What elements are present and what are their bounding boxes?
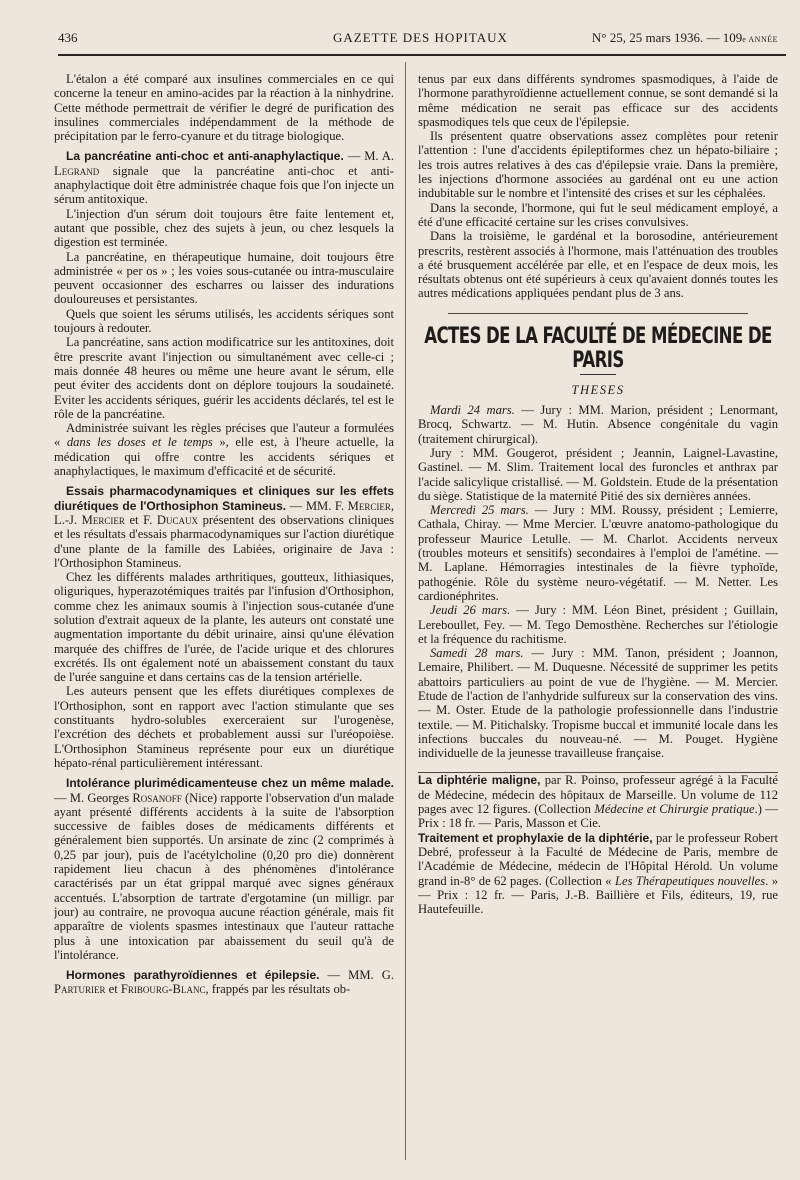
acts-heading: ACTES DE LA FACULTÉ DE MÉDECINE DE PARIS [424,322,772,373]
section-rule [448,313,748,314]
thesis-entry: Samedi 28 mars. — Jury : MM. Tanon, président ; Joannon, Lemaire, Philibert. — M. Duquesne. Nécessité de supprimer les petits abattoirs particuliers au point de vue de l'hygiène. — M. Mercier. Etude de l'action de l'anhydride sulfureux sur la conservation des vins. — M. Oster. Etude de la pathologie professionnelle dans l'industrie textile. — M. Pitichalsky. Tropisme buccal et immunité locale dans les infections buccales du nouveau-né. — M. Pouget. Hygiène individuelle de la jeunesse travailleuse française. [418,646,778,761]
section-title: Essais pharmacodynamiques et cliniques sur les effets diurétiques de l'Orthosiphon Stamineus. [54,484,394,513]
section-orthosiphon: Essais pharmacodynamiques et cliniques sur les effets diurétiques de l'Orthosiphon Stamineus. — MM. F. Mercier, L.-J. Mercier et F. Ducaux présentent des observations cliniques et les résultats d'essais pharmacodynamiques sur l'action diurétique d'une plante de la famille des Labiées, originaire de Java : l'Orthosiphon Stamineus. [54,484,394,570]
section-intolerance: Intolérance plurimédicamenteuse chez un même malade. — M. Georges Rosanoff (Nice) rapporte l'observation d'un malade ayant présenté différents accidents à la suite de l'absorption successive de faibles doses de médicaments différents et généralement bien supportés. Un arsinate de zinc (2 comprimés à 0,25 par jour), puis de l'acétylcholine (0,20 pro die) donnèrent rapidement lieu chacun à des phénomènes d'intolérance caractérisés par un état grippal marqué avec signes généraux accentués. L'absorption de tartrate d'ergotamine (un milligr. par jour) au contraire, ne provoqua aucune réaction générale, mais fit apparaître de violents spasmes intestinaux que l'auteur rattache plus à une intoxication par abaissement du seuil qu'à de l'intolérance. [54,776,394,962]
author-name: Ducaux [156,512,198,527]
page-number: 436 [58,30,78,45]
thesis-entry: Mardi 24 mars. — Jury : MM. Marion, président ; Lenormant, Brocq, Schwartz. — M. Hutin. Absence congénitale du vagin (traitement chirurgical). [418,403,778,446]
paragraph: Dans la troisième, le gardénal et la borosodine, antérieurement prescrits, restèrent associés à l'hormone, mais l'atténuation des troubles a été brusquement accélérée par elle, et en l'espace de deux mois, les résultats obtenus ont été supérieurs à ceux qu'avaient donnés toutes les autres médications appliquées pendant plus de 3 ans. [418,229,778,301]
left-column [54,72,394,1166]
right-column [418,72,778,1166]
paragraph: tenus par eux dans différents syndromes spasmodiques, à l'aide de l'hormone parathyroïdienne actuellement connue, se sont demandé si la même médication ne serait pas efficace sur des accidents spasmodiques tels que ceux de l'épilepsie. [418,72,778,129]
paragraph: Les auteurs pensent que les effets diurétiques complexes de l'Orthosiphon, sont en rapport avec l'action stimulante que ses constituants hydro-solubles exerceraient sur l'urogenèse, l'excrétion des déchets et probablement aussi sur l'uréopoièse. L'Orthosiphon Stamineus représente pour eux un diurétique hépato-rénal particulièrement intéressant. [54,684,394,770]
section-title: La pancréatine anti-choc et anti-anaphylactique. [66,149,344,164]
paragraph: La pancréatine, sans action modificatrice sur les antitoxines, doit être prescrite avant l'injection ou simultanément avec celle-ci ; mais donnée 48 heures ou même une heure avant le sérum, elle peut éviter des accidents dont on déplore toujours la soudaineté. Eviter les accidents sériques, guérir les accidents déclarés, tel est le rôle de la pancréatine. [54,335,394,421]
running-header [58,30,778,52]
book-review: La diphtérie maligne, par R. Poinso, professeur agrégé à la Faculté de Médecine, médecin des hôpitaux de Marseille. Un volume de 112 pages avec 12 figures. (Collection Médecine et Chirurgie pratique.) — Prix : 18 fr. — Paris, Masson et Cie. [418,773,778,831]
author-name: Mercier [81,512,125,527]
book-title: La diphtérie maligne, [418,773,541,788]
author-name: Legrand [54,163,100,178]
section-parathyroid: Hormones parathyroïdiennes et épilepsie. — MM. G. Parturier et Fribourg-Blanc, frappés par les résultats ob- [54,968,394,997]
paragraph: L'injection d'un sérum doit toujours être faite lentement et, autant que possible, chez des sujets à jeun, ou chez lesquels la digestion est terminée. [54,206,394,250]
section-title: Hormones parathyroïdiennes et épilepsie. [66,968,320,983]
book-title: Traitement et prophylaxie de la diphtérie, [418,830,653,845]
issue-info: N° 25, 25 mars 1936. — 109e ANNÉE [591,30,778,45]
author-name: Rosanoff [132,790,182,805]
thesis-entry: Jury : MM. Gougerot, président ; Jeannin, Laignel-Lavastine, Gastinel. — M. Slim. Traitement local des furoncles et anthrax par l'acide salicylique cristallisé. — M. Goldstein. Etude de la présentation du siège. Statistique de la maternité Pitié des six dernières années. [418,445,778,503]
header-rule [58,54,786,56]
journal-title: GAZETTE DES HOPITAUX [333,30,508,45]
paragraph: La pancréatine, en thérapeutique humaine, doit toujours être administrée « per os » ; les voies sous-cutanée ou intra-musculaire peuvent occasionner des escharres ou laisser des indurations douloureuses et persistantes. [54,249,394,307]
paragraph: L'étalon a été comparé aux insulines commerciales en ce qui concerne la teneur en amino-acides par la réaction à la ninhydrine. Cette méthode permettrait de vérifier le degré de purification des insulines commerciales indépendamment de la méthode de précipitation par le ferro-cyanure et du titrage biologique. [54,72,394,144]
section-pancreatine: La pancréatine anti-choc et anti-anaphylactique. — M. A. Legrand signale que la pancréatine anti-choc et anti-anaphylactique doit être administrée chaque fois que l'on injecte un sérum antitoxique. [54,149,394,207]
author-name: Parturier [54,982,106,997]
thesis-entry: Mercredi 25 mars. — Jury : MM. Roussy, président ; Lemierre, Cathala, Chiray. — Mme Mercier. L'œuvre anatomo-pathologique du professeur Maurice Letulle. — M. Charlot. Accidents nerveux (troubles moteurs et sensitifs) secondaires à l'emploi de l'amétine. — M. Laplane. Hémorragies intestinales de la fièvre typhoïde, pathogénie. Rôle du système neuro-végétatif. — M. Netter. Les cardionéphrites. [418,503,778,603]
paragraph: Administrée suivant les règles précises que l'auteur a formulées « dans les doses et le temps », elle est, à l'heure actuelle, la médication qui offre contre les accidents sériques et anaphylactiques, le maximum d'efficacité et de sécurité. [54,421,394,479]
paragraph: Dans la seconde, l'hormone, qui fut le seul médicament employé, a été d'une efficacité certaine sur les crises convulsives. [418,200,778,229]
theses-heading: THESES [571,382,625,397]
section-title: Intolérance plurimédicamenteuse chez un même malade. [66,776,394,791]
paragraph: Quels que soient les sérums utilisés, les accidents sériques sont toujours à redouter. [54,306,394,336]
author-name: Mercier [347,498,391,513]
paragraph: Chez les différents malades arthritiques, goutteux, lithiasiques, oliguriques, hyperazotémiques traités par l'infusion d'Orthosiphon, comme chez les animaux soumis à l'injection sous-cutanée d'une solution d'extrait aqueux de la plante, les auteurs ont constaté une augmentation importante du débit urinaire, ainsi qu'une élévation marquée des chiffres de l'urée, de l'acide urique et des chlorures excrétés. Ils ont également noté un abaissement constant du taux de l'urée sanguine et dans certains cas de la tension artérielle. [54,570,394,685]
short-rule [580,374,616,375]
column-divider [405,62,406,1160]
thesis-entry: Jeudi 26 mars. — Jury : MM. Léon Binet, président ; Guillain, Lereboullet, Fey. — M. Tego Demosthène. Recherches sur l'étiologie et la fréquence du rachitisme. [418,603,778,646]
paragraph: Ils présentent quatre observations assez complètes pour retenir l'attention : l'une d'accidents épileptiformes chez un hépato-biliaire ; les trois autres relatives à des cas d'épilepsie vraie. Dans la première, les injections d'hormone associées au gardénal ont eu une action indubitable sur le nombre et l'intensité des crises et sur les céphalées. [418,129,778,201]
book-review: Traitement et prophylaxie de la diphtérie, par le professeur Robert Debré, professeur à la Faculté de Médecine de Paris, membre de l'Académie de Médecine, médecin de l'Hôpital Hérold. Un volume grand in-8° de 62 pages. (Collection « Les Thérapeutiques nouvelles. » — Prix : 12 fr. — Paris, J.-B. Baillière et Fils, éditeurs, 19, rue Hautefeuille. [418,830,778,917]
author-name: Fribourg-Blanc [120,982,206,997]
